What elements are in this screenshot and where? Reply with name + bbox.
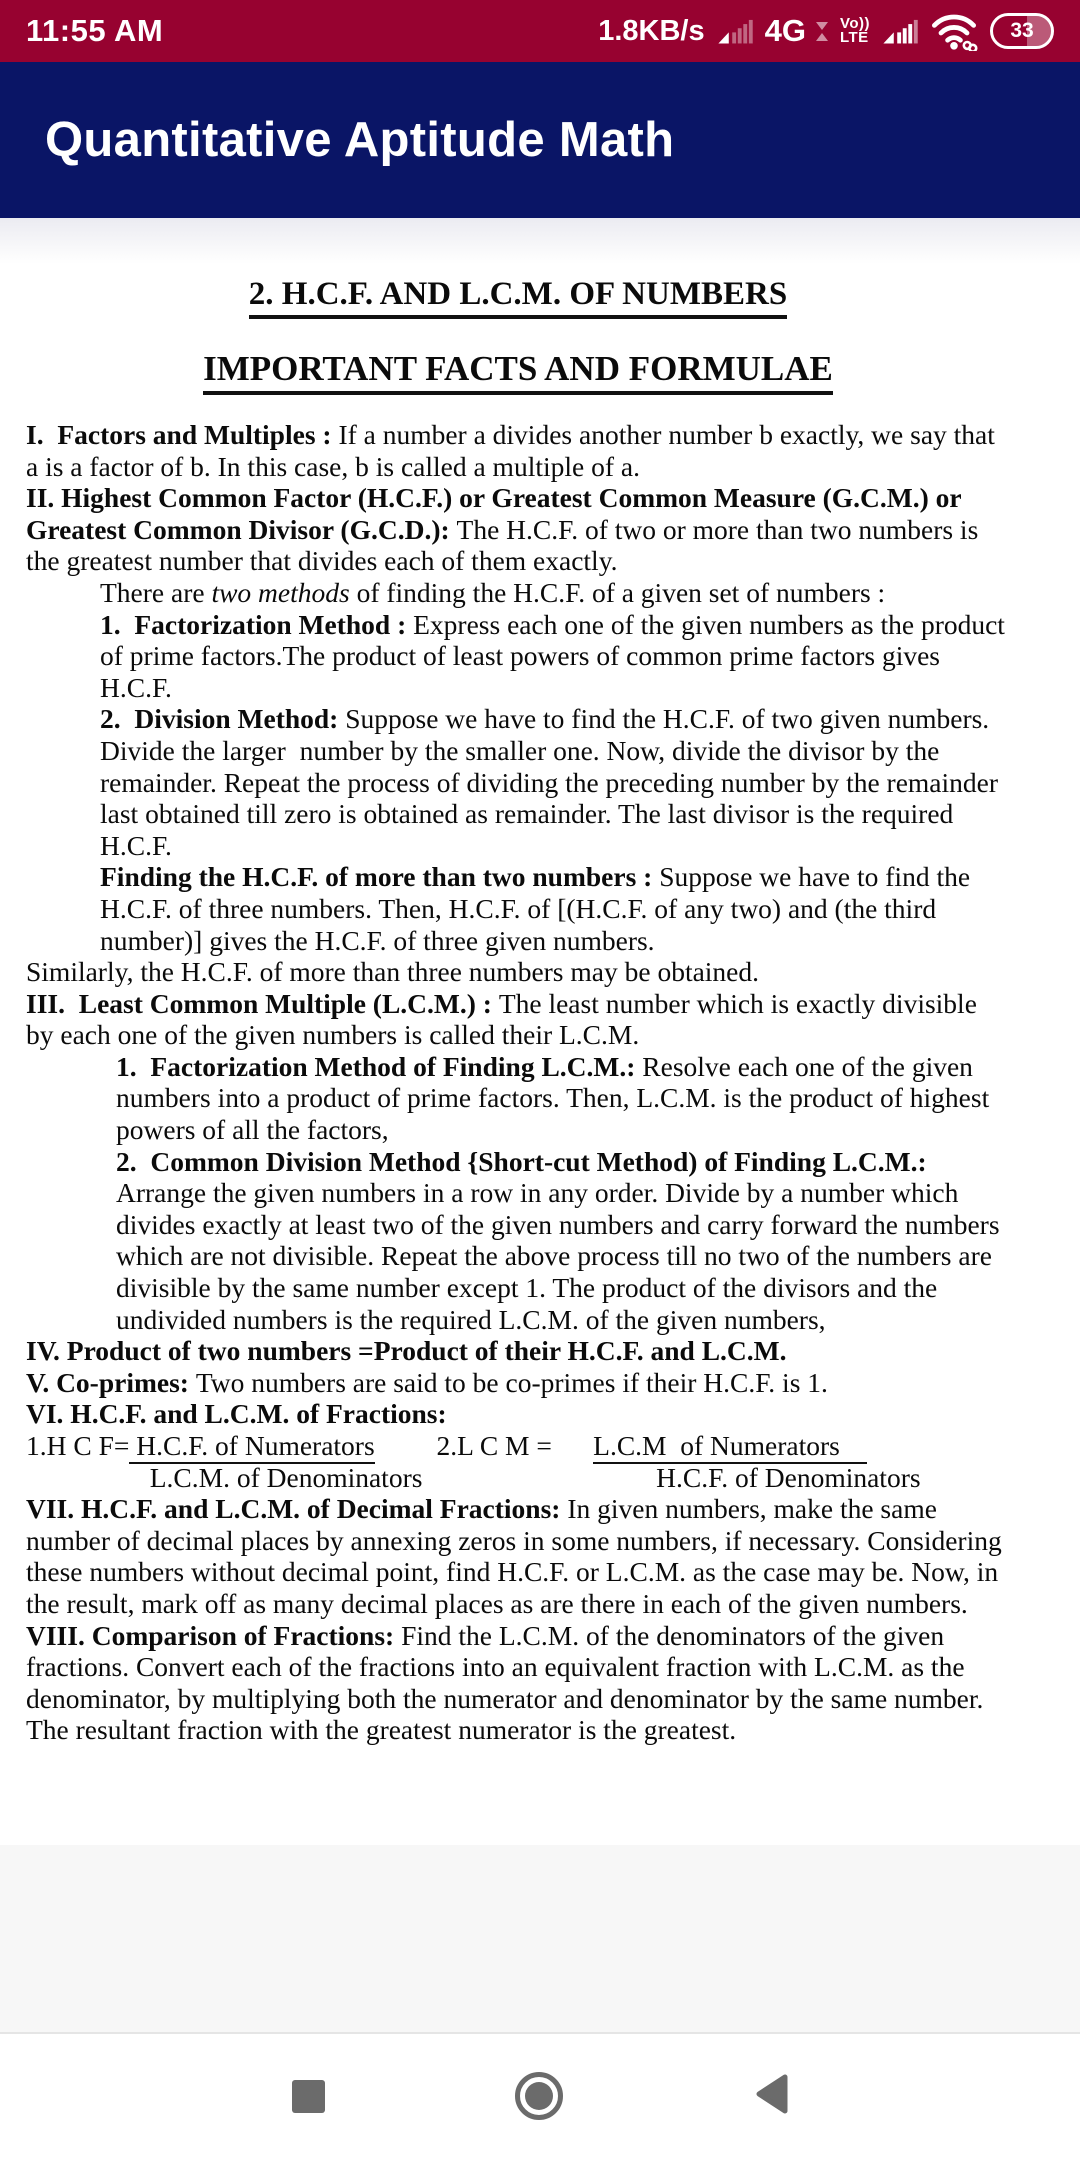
clock: 11:55 AM	[26, 13, 164, 48]
app-header	[0, 62, 1080, 218]
bottom-strip	[0, 1845, 1080, 2034]
paragraph: 2. Common Division Method {Short-cut Method) of Finding L.C.M.: Arrange the given numbers in a row in any order. Divide by a number which divides exactly at least two of the given numbers and carry forward the numbers which are not divisible. Repeat the above process till no two of the numbers are divisible by the same number except 1. The product of the divisors and the undivided numbers is the required L.C.M. of the given numbers,	[116, 1145, 1000, 1335]
chapter-heading-text: 2. H.C.F. AND L.C.M. OF NUMBERS	[249, 276, 787, 319]
back-triangle-icon[interactable]	[753, 2073, 789, 2120]
section-heading	[26, 349, 1010, 389]
battery-icon	[990, 13, 1054, 49]
android-nav-bar	[0, 2034, 1080, 2158]
status-indicators	[598, 11, 1054, 51]
paragraph: Similarly, the H.C.F. of more than three numbers may be obtained.	[26, 956, 760, 988]
paragraph: VI. H.C.F. and L.C.M. of Fractions:	[26, 1398, 447, 1430]
document-body	[26, 419, 1010, 1746]
paragraph: L.C.M. of Denominators H.C.F. of Denominators	[26, 1461, 921, 1493]
battery-percent: 33	[1010, 19, 1034, 42]
volte-top-label: Vo))	[839, 15, 870, 32]
volte-icon	[840, 17, 870, 45]
paragraph: VIII. Comparison of Fractions: Find the L.C.M. of the denominators of the given fractions. Convert each of the fractions into an equivalent fraction with L.C.M. as the denominator, by multiplying both the numerator and denominator by the same number. The resultant fraction with the greatest numerator is the greatest.	[26, 1619, 984, 1746]
network-speed: 1.8KB/s	[598, 14, 705, 47]
chapter-heading	[26, 276, 1010, 313]
paragraph: 1. Factorization Method : Express each one of the given numbers as the product of prime factors.The product of least powers of common prime factors gives H.C.F.	[100, 608, 1005, 703]
paragraph: IV. Product of two numbers =Product of their H.C.F. and L.C.M.	[26, 1335, 787, 1367]
paragraph: 1. Factorization Method of Finding L.C.M.: Resolve each one of the given numbers into a product of prime factors. Then, L.C.M. is the product of highest powers of all the factors,	[116, 1050, 990, 1146]
document-content[interactable]	[0, 218, 1080, 1845]
paragraph: 2. Division Method: Suppose we have to find the H.C.F. of two given numbers. Divide the larger number by the smaller one. Now, divide the divisor by the remainder. Repeat the process of dividing the preceding number by the remainder last obtained till zero is obtained as remainder. The last divisor is the required H.C.F.	[100, 703, 999, 861]
home-circle-icon[interactable]	[515, 2072, 563, 2120]
paragraph: III. Least Common Multiple (L.C.M.) : The least number which is exactly divisible by each one of the given numbers is called their L.C.M.	[26, 987, 977, 1051]
section-heading-tail: E	[809, 349, 833, 388]
home-circle-dot	[525, 2082, 553, 2110]
paragraph: II. Highest Common Factor (H.C.F.) or Greatest Common Measure (G.C.M.) or Greatest Common Divisor (G.C.D.): The H.C.F. of two or more than two numbers is the greatest number that divides each of them exactly.	[26, 482, 979, 577]
signal-bars-icon	[717, 16, 753, 46]
signal-bars-icon	[882, 16, 918, 46]
paragraph: 1.H C F= H.C.F. of Numerators 2.L C M = L.C.M of Numerators	[26, 1430, 1010, 1462]
recents-square-icon[interactable]	[292, 2080, 325, 2113]
section-heading-text: IMPORTANT FACTS AND FORMULA	[203, 349, 810, 388]
page-title: Quantitative Aptitude Math	[45, 113, 675, 167]
paragraph: There are two methods of finding the H.C.F. of a given set of numbers :	[100, 576, 886, 608]
volte-bottom-label: LTE	[839, 29, 869, 46]
paragraph: V. Co-primes: Two numbers are said to be co-primes if their H.C.F. is 1.	[26, 1366, 828, 1398]
paragraph: VII. H.C.F. and L.C.M. of Decimal Fractions: In given numbers, make the same number of decimal places by annexing zeros in some numbers, if necessary. Considering these numbers without decimal point, find H.C.F. or L.C.M. as the case may be. Now, in the result, mark off as many decimal places as are there in each of the given numbers.	[26, 1493, 1002, 1619]
updown-arrows-icon	[816, 22, 828, 41]
paragraph: I. Factors and Multiples : If a number a divides another number b exactly, we say that a is a factor of b. In this case, b is called a multiple of a.	[26, 419, 995, 482]
paragraph: Finding the H.C.F. of more than two numbers : Suppose we have to find the H.C.F. of three numbers. Then, H.C.F. of [(H.C.F. of any two) and (the third number)] gives the H.C.F. of three given numbers.	[100, 861, 971, 956]
wifi-icon	[930, 11, 978, 51]
network-type: 4G	[764, 13, 806, 48]
status-bar	[0, 0, 1080, 62]
